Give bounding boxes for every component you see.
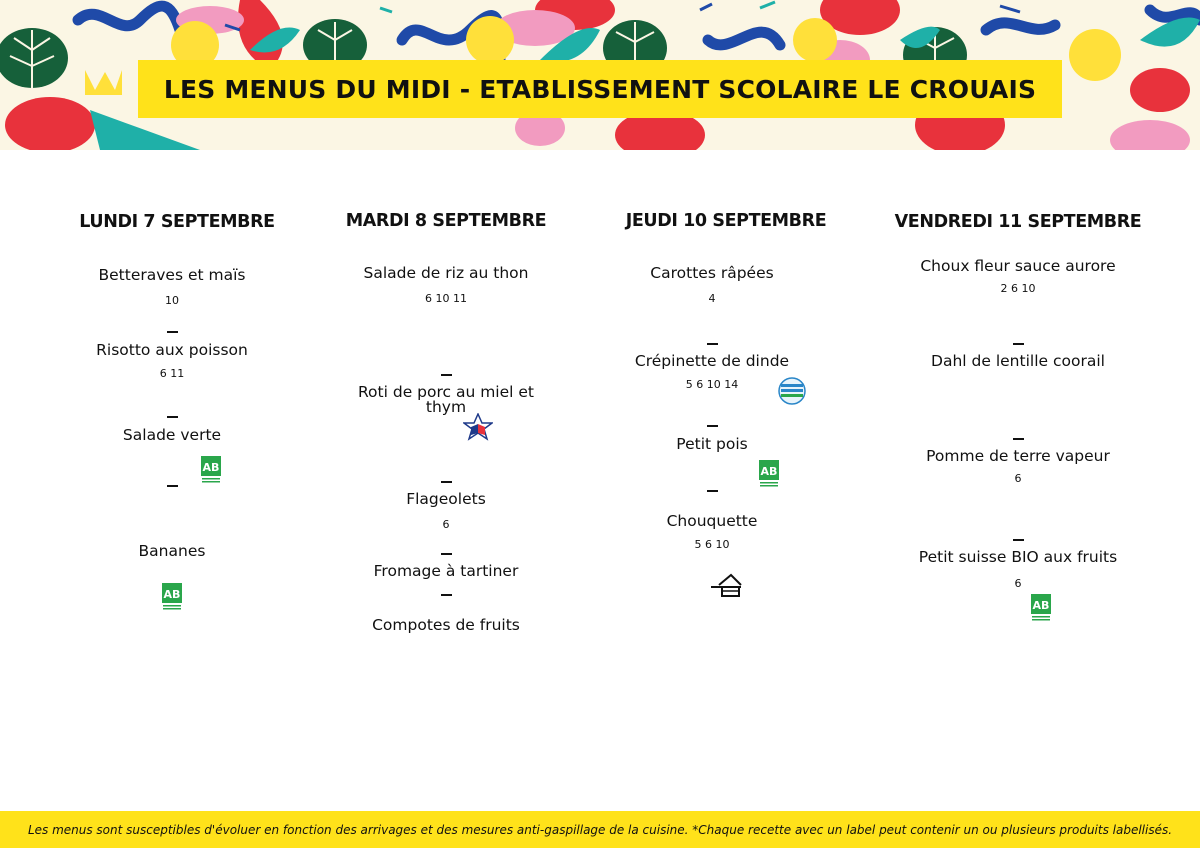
- menu-item: [316, 385, 576, 415]
- separator: [707, 343, 718, 345]
- day-heading-monday: LUNDI 7 SEPTEMBRE: [79, 212, 275, 232]
- allergen-codes: 6 10 11: [425, 292, 467, 305]
- menu-item: Betteraves et maïs: [98, 266, 246, 284]
- menu-item: Carottes râpées: [650, 264, 774, 282]
- separator: [441, 594, 452, 596]
- menu-item: Petit suisse BIO aux fruits: [918, 548, 1118, 566]
- footer-banner: [0, 811, 1200, 848]
- allergen-codes: 10: [165, 294, 179, 307]
- separator: [1013, 438, 1024, 440]
- allergen-codes: 4: [708, 292, 716, 305]
- menu-item: Crépinette de dinde: [634, 352, 790, 370]
- separator: [441, 481, 452, 483]
- ab-organic-label-icon: [162, 583, 182, 611]
- separator: [707, 425, 718, 427]
- day-heading-thursday: JEUDI 10 SEPTEMBRE: [625, 211, 827, 231]
- svg-text:AB: AB: [760, 465, 778, 478]
- menu-item: Pomme de terre vapeur: [926, 447, 1110, 465]
- title-banner: [138, 60, 1062, 118]
- fait-maison-label-icon: [711, 573, 743, 599]
- day-heading-tuesday: MARDI 8 SEPTEMBRE: [345, 211, 547, 231]
- allergen-codes: 5 6 10 14: [685, 378, 739, 391]
- separator: [441, 553, 452, 555]
- footer-note: Les menus sont susceptibles d'évoluer en fonction des arrivages et des mesures anti-gaspillage de la cuisine. *Chaque recette avec un label peut contenir un ou plusieurs produits labellisés.: [27, 822, 1173, 837]
- allergen-codes: 6: [1014, 472, 1022, 485]
- menu-item: Flageolets: [406, 490, 486, 508]
- ab-organic-label-icon: [1031, 594, 1051, 622]
- menu-item: Choux fleur sauce aurore: [920, 257, 1116, 275]
- menu-item: Risotto aux poisson: [96, 341, 248, 359]
- le-porc-francais-label-icon: [463, 413, 493, 441]
- separator: [1013, 343, 1024, 345]
- svg-text:AB: AB: [202, 461, 220, 474]
- allergen-codes: 6 11: [159, 367, 185, 380]
- separator: [167, 331, 178, 333]
- menu-item-name: Roti de porc au miel et thym: [357, 383, 534, 416]
- menu-item: Chouquette: [666, 512, 758, 530]
- allergen-codes: 5 6 10: [694, 538, 730, 551]
- bleu-blanc-coeur-label-icon: [777, 376, 807, 406]
- svg-text:AB: AB: [163, 588, 181, 601]
- svg-text:AB: AB: [1032, 599, 1050, 612]
- menu-item: Dahl de lentille coorail: [931, 352, 1105, 370]
- menu-item: Salade verte: [122, 426, 222, 444]
- menu-item: Fromage à tartiner: [373, 562, 519, 580]
- day-heading-friday: VENDREDI 11 SEPTEMBRE: [894, 212, 1142, 232]
- menu-item: Bananes: [138, 542, 206, 560]
- allergen-codes: 6: [1014, 577, 1022, 590]
- separator: [1013, 539, 1024, 541]
- page-title: LES MENUS DU MIDI - ETABLISSEMENT SCOLAIRE LE CROUAIS: [163, 74, 1037, 104]
- menu-item: Petit pois: [676, 435, 748, 453]
- menu-item: Compotes de fruits: [372, 616, 520, 634]
- allergen-codes: 6: [442, 518, 450, 531]
- ab-organic-label-icon: [759, 460, 779, 488]
- allergen-codes: 2 6 10: [1000, 282, 1036, 295]
- ab-organic-label-icon: [201, 456, 221, 484]
- menu-item: Salade de riz au thon: [363, 264, 529, 282]
- separator: [167, 485, 178, 487]
- separator: [441, 374, 452, 376]
- decorative-banner: [0, 0, 1200, 150]
- separator: [707, 490, 718, 492]
- separator: [167, 416, 178, 418]
